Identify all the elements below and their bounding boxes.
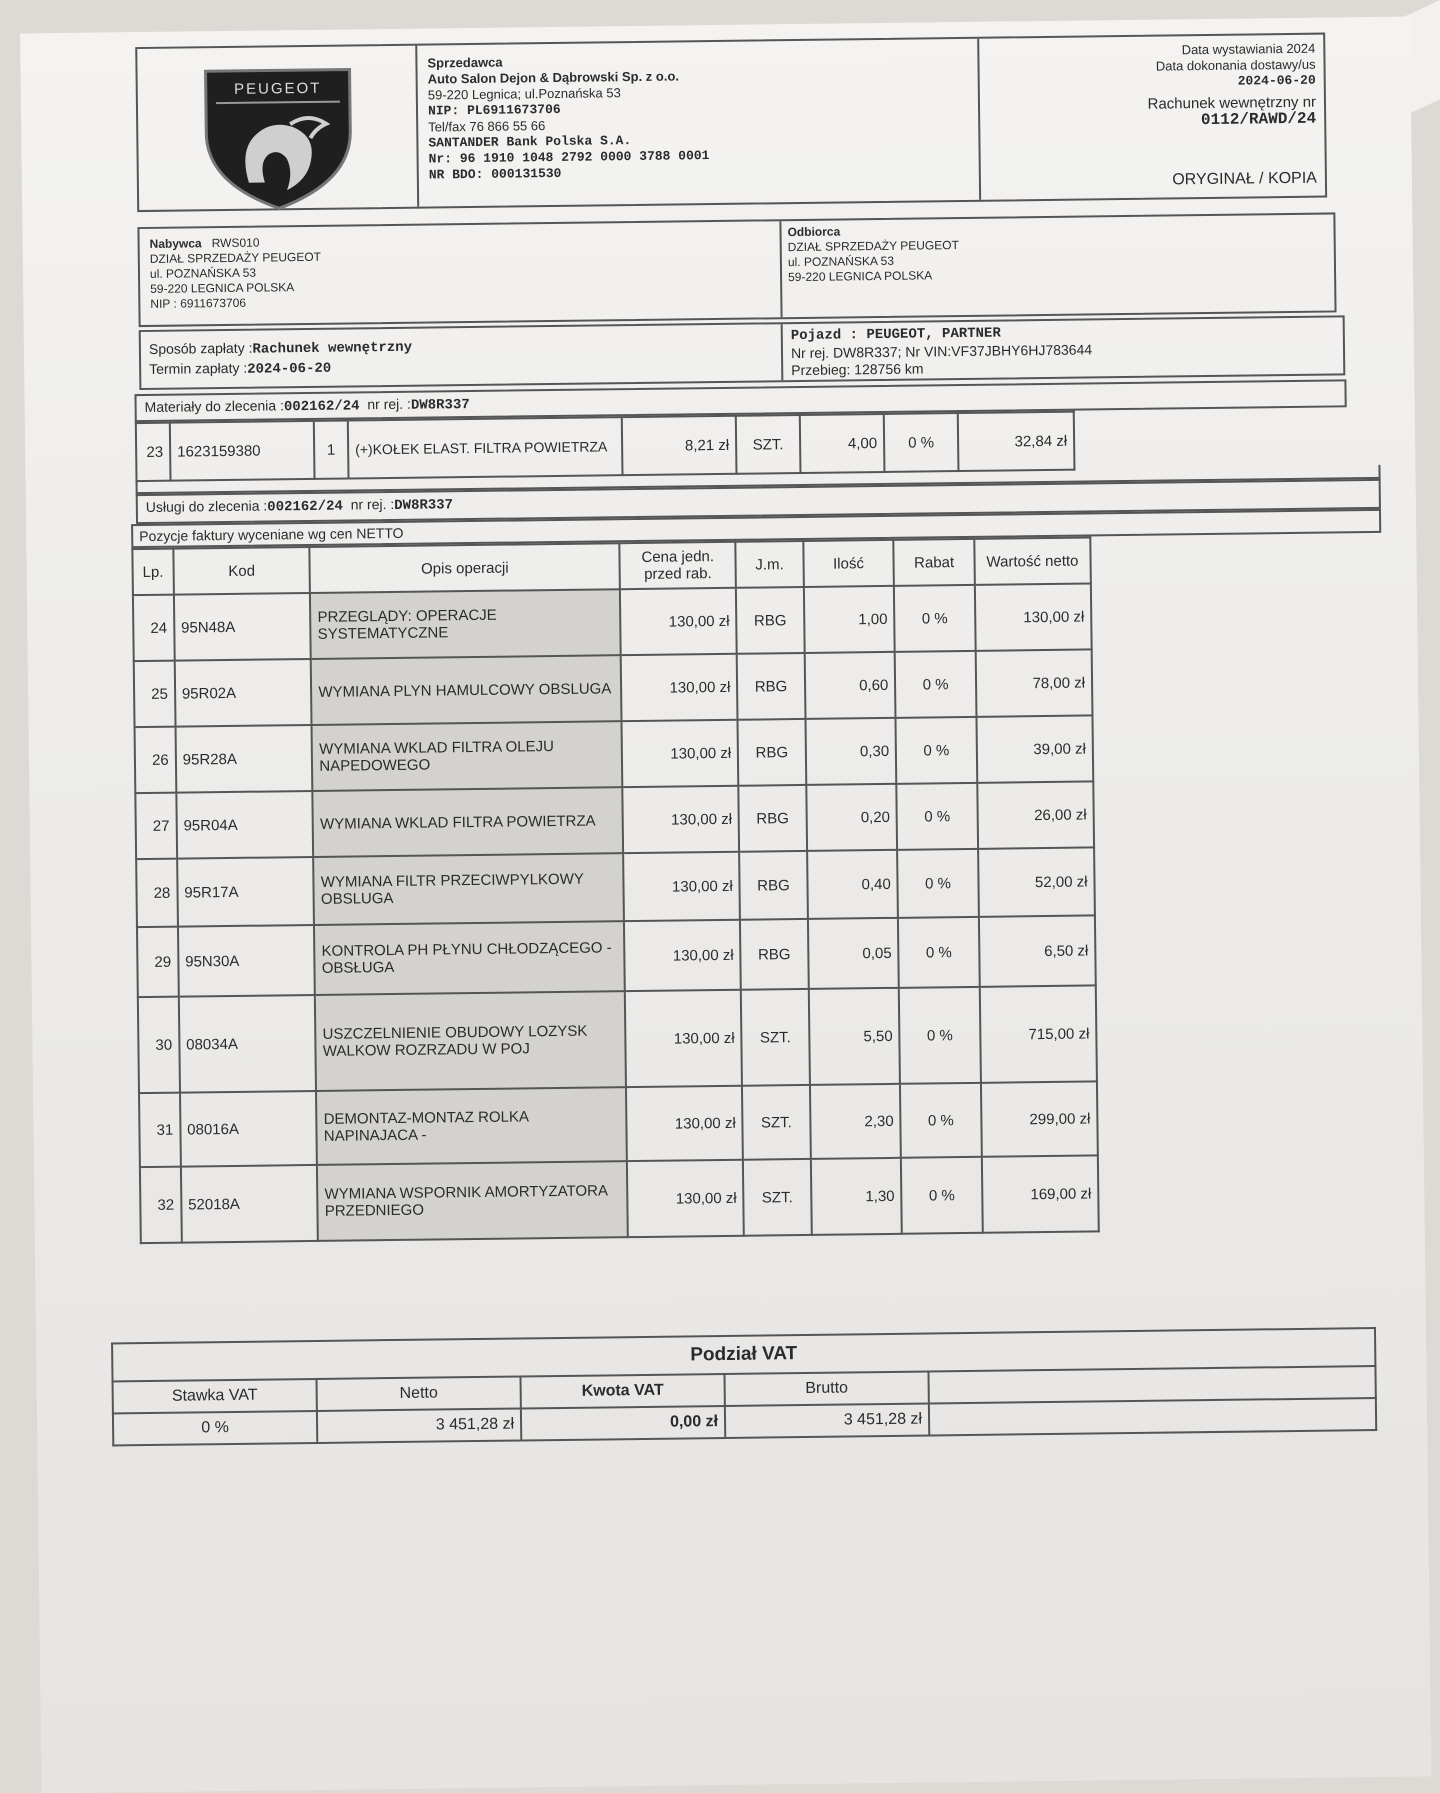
service-code: 08034A (179, 995, 317, 1093)
services-label: Usługi do zlecenia : (145, 497, 268, 515)
service-description: KONTROLA PH PŁYNU CHŁODZĄCEGO - OBSŁUGA (314, 921, 625, 995)
service-qty: 0,40 (807, 850, 899, 919)
copy-label: ORYGINAŁ / KOPIA (1172, 169, 1318, 189)
buyer-line1: DZIAŁ SPRZEDAŻY PEUGEOT (149, 249, 322, 266)
service-price: 130,00 zł (626, 1086, 743, 1161)
vat-rate: 0 % (113, 1411, 317, 1445)
service-code: 52018A (181, 1165, 318, 1243)
service-code: 95R04A (176, 791, 313, 859)
payment-due-label: Termin zapłaty : (149, 359, 248, 377)
service-lp: 24 (133, 595, 175, 661)
service-value: 130,00 zł (975, 583, 1092, 650)
parties-box (137, 212, 1336, 327)
buyer-info (150, 235, 322, 312)
document-number: 0112/RAWD/24 (1200, 109, 1317, 130)
service-discount: 0 % (896, 717, 977, 784)
col-price: Cena jedn. przed rab. (619, 542, 736, 589)
vat-empty-cell (929, 1398, 1376, 1435)
service-row (138, 985, 1097, 1093)
vat-amount: 0,00 zł (521, 1406, 725, 1440)
receiver-info (779, 214, 1336, 317)
vat-col-gross: Brutto (724, 1371, 928, 1405)
vat-gross: 3 451,28 zł (725, 1403, 929, 1437)
delivery-date-label: Data dokonania dostawy/us (1155, 56, 1316, 74)
service-qty: 5,50 (808, 988, 900, 1085)
materials-order: 002162/24 (283, 398, 360, 416)
seller-name: Auto Salon Dejon & Dąbrowski Sp. z o.o. (427, 68, 680, 87)
service-row (140, 1155, 1099, 1243)
service-lp: 31 (139, 1093, 181, 1167)
service-unit: RBG (739, 785, 807, 852)
material-qty: 4,00 (800, 414, 885, 473)
seller-heading: Sprzedawca (427, 54, 503, 71)
delivery-date: 2024-06-20 (1237, 72, 1316, 89)
service-row (135, 781, 1094, 859)
service-value: 39,00 zł (976, 715, 1093, 782)
service-lp: 25 (134, 661, 176, 727)
receiver-line2: ul. POZNAŃSKA 53 (787, 253, 895, 270)
service-price: 130,00 zł (625, 990, 742, 1087)
header-box (135, 33, 1327, 213)
service-discount: 0 % (897, 783, 978, 850)
col-discount: Rabat (894, 539, 975, 586)
vat-summary (111, 1327, 1377, 1446)
service-qty: 0,30 (805, 718, 897, 785)
service-lp: 32 (140, 1167, 182, 1243)
service-unit: SZT. (742, 1085, 810, 1160)
pricing-note: Pozycje faktury wyceniane wg cen NETTO (131, 509, 1381, 548)
service-discount: 0 % (901, 1157, 982, 1234)
service-discount: 0 % (899, 987, 981, 1084)
service-row (136, 847, 1095, 927)
vat-col-net: Netto (317, 1376, 521, 1410)
service-lp: 28 (136, 859, 178, 927)
service-value: 169,00 zł (982, 1155, 1099, 1232)
service-code: 95R02A (174, 659, 311, 727)
service-unit: RBG (737, 653, 805, 720)
document-type-label: Rachunek wewnętrzny nr (1147, 93, 1317, 113)
service-description: PRZEGLĄDY: OPERACJE SYSTEMATYCZNE (310, 589, 621, 659)
material-value: 32,84 zł (958, 412, 1075, 471)
service-row (133, 583, 1092, 661)
service-discount: 0 % (894, 585, 975, 652)
service-description: WYMIANA WKLAD FILTRA OLEJU NAPEDOWEGO (312, 721, 623, 791)
service-value: 26,00 zł (977, 781, 1094, 848)
buyer-line2: ul. POZNAŃSKA 53 (149, 265, 257, 281)
service-qty: 1,30 (810, 1158, 902, 1235)
service-code: 95R28A (175, 725, 312, 793)
service-price: 130,00 zł (621, 654, 738, 721)
material-discount: 0 % (884, 413, 959, 472)
service-unit: RBG (739, 851, 807, 920)
service-unit: RBG (740, 919, 808, 990)
service-row (139, 1081, 1098, 1167)
col-value: Wartość netto (974, 537, 1091, 584)
material-price: 8,21 zł (622, 416, 737, 475)
materials-reg-label: nr rej. : (367, 395, 411, 413)
col-qty: Ilość (803, 540, 894, 587)
service-value: 715,00 zł (980, 985, 1097, 1082)
logo-text: PEUGEOT (233, 79, 322, 98)
service-description: WYMIANA PLYN HAMULCOWY OBSLUGA (311, 655, 622, 725)
service-description: WYMIANA WKLAD FILTRA POWIETRZA (313, 787, 624, 857)
material-code: 1623159380 (170, 421, 315, 481)
service-description: WYMIANA FILTR PRZECIWPYLKOWY OBSLUGA (313, 853, 624, 925)
vat-col-rate: Stawka VAT (113, 1379, 317, 1413)
col-description: Opis operacji (310, 543, 620, 593)
col-code: Kod (173, 547, 310, 595)
service-value: 6,50 zł (979, 915, 1096, 986)
service-row (135, 715, 1094, 793)
service-code: 95N30A (178, 925, 315, 997)
service-description: WYMIANA WSPORNIK AMORTYZATORA PRZEDNIEGO (317, 1161, 628, 1241)
service-qty: 0,20 (806, 784, 898, 851)
service-code: 08016A (180, 1091, 317, 1167)
seller-address: 59-220 Legnica; ul.Poznańska 53 (427, 85, 621, 103)
services-order: 002162/24 (267, 498, 343, 516)
logo-cell (137, 46, 419, 210)
service-discount: 0 % (898, 917, 979, 988)
service-lp: 29 (137, 927, 179, 997)
service-qty: 2,30 (810, 1084, 902, 1159)
seller-account: Nr: 96 1910 1048 2792 0000 3788 0001 (428, 148, 710, 167)
service-lp: 26 (135, 727, 177, 793)
service-unit: SZT. (743, 1159, 811, 1236)
seller-phone: Tel/fax 76 866 55 66 (428, 118, 546, 135)
buyer-code: RWS010 (211, 235, 260, 251)
vat-net: 3 451,28 zł (317, 1408, 521, 1442)
receiver-line3: 59-220 LEGNICA POLSKA (788, 268, 933, 285)
service-description: DEMONTAZ-MONTAZ ROLKA NAPINAJACA - (316, 1087, 627, 1165)
materials-label: Materiały do zlecenia : (144, 397, 285, 415)
vehicle-reg: Nr rej. DW8R337; Nr VIN:VF37JBHY6HJ783644 (790, 341, 1093, 362)
buyer-nip: NIP : 6911673706 (150, 295, 247, 311)
material-flag: 1 (314, 421, 349, 479)
material-lp: 23 (136, 423, 171, 481)
services-table (131, 536, 1099, 1244)
vat-col-amount: Kwota VAT (520, 1374, 724, 1408)
service-discount: 0 % (897, 849, 978, 918)
service-price: 130,00 zł (623, 852, 740, 921)
materials-reg: DW8R337 (410, 397, 470, 414)
service-value: 299,00 zł (981, 1081, 1098, 1156)
payment-method-label: Sposób zapłaty : (148, 339, 253, 357)
service-unit: RBG (738, 719, 806, 786)
service-price: 130,00 zł (622, 786, 739, 853)
service-description: USZCZELNIENIE OBUDOWY LOZYSK WALKOW ROZRZADU W POJ (315, 991, 626, 1091)
seller-bdo: NR BDO: 000131530 (428, 165, 562, 183)
payment-due: 2024-06-20 (247, 360, 332, 378)
service-discount: 0 % (900, 1083, 981, 1158)
vehicle-mileage: Przebieg: 128756 km (791, 360, 924, 379)
buyer-label: Nabywca (149, 236, 202, 251)
service-qty: 1,00 (803, 586, 895, 653)
payment-box (139, 315, 1346, 390)
material-unit: SZT. (736, 415, 801, 474)
service-price: 130,00 zł (627, 1160, 744, 1237)
receiver-line1: DZIAŁ SPRZEDAŻY PEUGEOT (787, 238, 959, 255)
service-discount: 0 % (895, 651, 976, 718)
services-reg-label: nr rej. : (350, 495, 395, 513)
seller-info (417, 39, 969, 207)
service-lp: 27 (135, 793, 177, 859)
service-code: 95R17A (177, 857, 314, 927)
vehicle-info (781, 317, 1346, 380)
service-value: 52,00 zł (978, 847, 1095, 916)
service-price: 130,00 zł (622, 720, 739, 787)
seller-nip: NIP: PL6911673706 (427, 101, 561, 119)
service-row (134, 649, 1093, 727)
col-unit: J.m. (736, 541, 804, 588)
services-reg: DW8R337 (394, 497, 454, 514)
service-code: 95N48A (174, 593, 311, 661)
service-price: 130,00 zł (624, 920, 741, 991)
service-price: 130,00 zł (620, 588, 737, 655)
invoice-page (20, 17, 1431, 1793)
vat-title: Podział VAT (112, 1328, 1375, 1381)
peugeot-lion-shield-icon (197, 61, 359, 213)
material-description: (+)KOŁEK ELAST. FILTRA POWIETRZA (348, 417, 623, 478)
buyer-line3: 59-220 LEGNICA POLSKA (150, 280, 295, 296)
vehicle-title: Pojazd : PEUGEOT, PARTNER (790, 325, 1001, 345)
issue-date-label: Data wystawiania 2024 (1181, 40, 1316, 58)
payment-method: Rachunek wewnętrzny (252, 339, 413, 358)
service-qty: 0,05 (807, 918, 899, 989)
service-qty: 0,60 (804, 652, 896, 719)
service-value: 78,00 zł (975, 649, 1092, 716)
seller-bank: SANTANDER Bank Polska S.A. (428, 133, 632, 151)
document-info (977, 35, 1327, 200)
service-unit: SZT. (741, 989, 809, 1086)
receiver-label: Odbiorca (787, 224, 841, 240)
service-lp: 30 (138, 997, 180, 1093)
col-lp: Lp. (132, 549, 173, 595)
service-unit: RBG (736, 587, 804, 654)
service-row (137, 915, 1096, 997)
